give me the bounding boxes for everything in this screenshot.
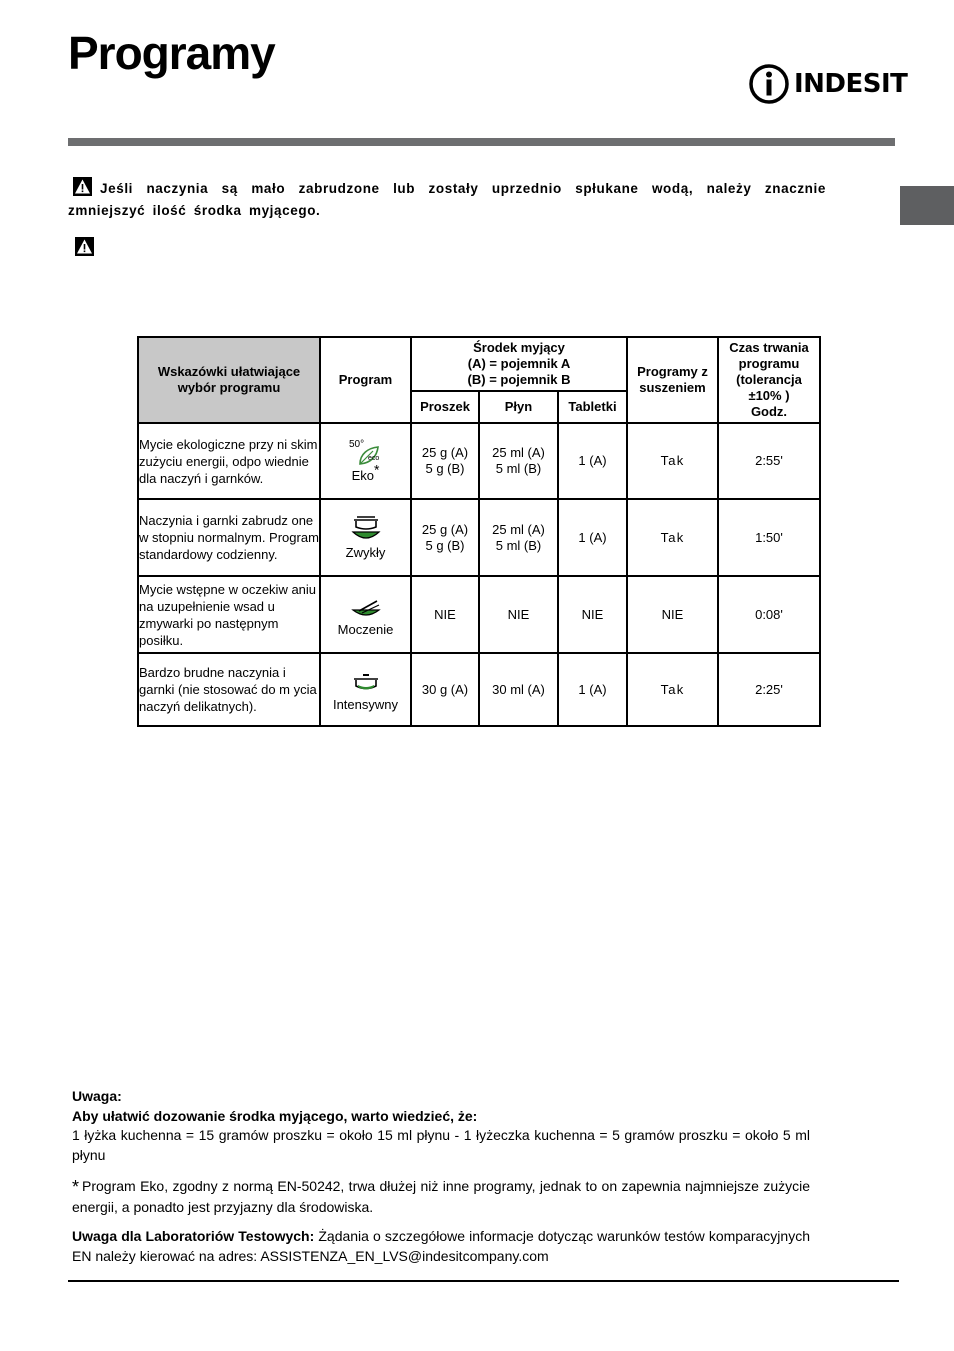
drying-cell: NIE [627, 576, 718, 653]
powder-cell: 30 g (A) [411, 653, 479, 726]
footer-divider [68, 1280, 899, 1282]
notes-section [72, 1087, 810, 1266]
tablets-cell: 1 (A) [558, 423, 627, 499]
table-row [138, 576, 820, 653]
eco-note: * Program Eko, zgodny z normą EN-50242, trwa dłużej niż inne programy, jednak to on zapewnia najmniejsze zużycie energii, a ponadto jest przyjazny dla środowiska. [72, 1177, 810, 1215]
warning-low-soil-text: Jeśli naczynia są mało zabrudzone lub zostały uprzednio spłukane wodą, należy znacznie zmniejszyć ilość środka myjącego. [68, 181, 826, 218]
powder-cell: NIE [411, 576, 479, 653]
program-cell [320, 653, 411, 726]
pot-and-plate-icon [346, 513, 386, 545]
lab-note: Uwaga dla Laboratoriów Testowych: Żądania o szczegółowe informacje dotycząc warunków testów komparacyjnych EN należy kierować na adres: ASSISTENZA_EN_LVS@indesitcompany.com [72, 1228, 810, 1264]
page-title: Programy [68, 27, 275, 79]
liquid-cell: 30 ml (A) [479, 653, 558, 726]
program-cell [320, 423, 411, 499]
header-duration: Czas trwania programu (tolerancja ±10% ) Godz. [718, 337, 820, 423]
language-tab [900, 186, 954, 225]
duration-cell: 2:55' [718, 423, 820, 499]
indesit-logo [748, 62, 907, 106]
warning-triangle-icon [75, 237, 94, 256]
table-row [138, 499, 820, 576]
header-powder: Proszek [411, 391, 479, 423]
logo-text: INDESIT [794, 69, 908, 99]
header-hint: Wskazówki ułatwiające wybór programu [138, 337, 320, 423]
liquid-cell: 25 ml (A) 5 ml (B) [479, 423, 558, 499]
program-name: Eko [351, 468, 374, 483]
tablets-cell: 1 (A) [558, 653, 627, 726]
program-hint: Mycie ekologiczne przy ni skim zużyciu energii, odpo wiednie dla naczyń i garnków. [138, 423, 320, 499]
header-divider [68, 138, 895, 146]
header-detergent: Środek myjący (A) = pojemnik A (B) = pojemnik B [411, 337, 627, 391]
duration-cell: 0:08' [718, 576, 820, 653]
liquid-cell: 25 ml (A) 5 ml (B) [479, 499, 558, 576]
program-name: Moczenie [337, 621, 394, 637]
drying-cell: Tak [627, 499, 718, 576]
svg-text:eco: eco [367, 455, 379, 462]
tablets-cell: NIE [558, 576, 627, 653]
program-name: Zwykły [345, 544, 386, 560]
program-table [137, 336, 821, 727]
eco-note-asterisk: * [72, 1177, 80, 1197]
program-hint: Mycie wstępne w oczekiw aniu na uzupełnienie wsad u zmywarki po następnym posiłku. [138, 576, 320, 653]
header-program: Program [320, 337, 411, 423]
powder-cell: 25 g (A) 5 g (B) [411, 499, 479, 576]
duration-cell: 2:25' [718, 653, 820, 726]
liquid-cell: NIE [479, 576, 558, 653]
dosing-heading: Aby ułatwić dozowanie środka myjącego, warto wiedzieć, że: [72, 1107, 478, 1124]
svg-text:50°: 50° [348, 439, 364, 450]
duration-cell: 1:50' [718, 499, 820, 576]
program-cell [320, 576, 411, 653]
tablets-cell: 1 (A) [558, 499, 627, 576]
drying-cell: Tak [627, 423, 718, 499]
drying-cell: Tak [627, 653, 718, 726]
program-cell [320, 499, 411, 576]
table-row [138, 653, 820, 726]
dosing-text: 1 łyżka kuchenna = 15 gramów proszku = około 15 ml płynu - 1 łyżeczka kuchenna = 5 gramów proszku = około 5 ml płynu [72, 1127, 810, 1163]
table-row [138, 423, 820, 499]
notes-title: Uwaga: [72, 1088, 122, 1104]
indesit-logo-icon [748, 62, 790, 106]
header-liquid: Płyn [479, 391, 558, 423]
program-hint: Bardzo brudne naczynia i garnki (nie stosować do m ycia naczyń delikatnych). [138, 653, 320, 726]
program-hint: Naczynia i garnki zabrudz one w stopniu normalnym. Program standardowy codzienny. [138, 499, 320, 576]
eco-asterisk: * [373, 461, 380, 478]
header-tablets: Tabletki [558, 391, 627, 423]
program-name: Intensywny [332, 696, 399, 712]
lab-note-label: Uwaga dla Laboratoriów Testowych: [72, 1228, 315, 1244]
powder-cell: 25 g (A) 5 g (B) [411, 423, 479, 499]
pot-intensive-icon [346, 665, 386, 697]
eco-50-icon [346, 436, 386, 468]
soak-plate-icon [346, 590, 386, 622]
header-drying: Programy z suszeniem [627, 337, 718, 423]
